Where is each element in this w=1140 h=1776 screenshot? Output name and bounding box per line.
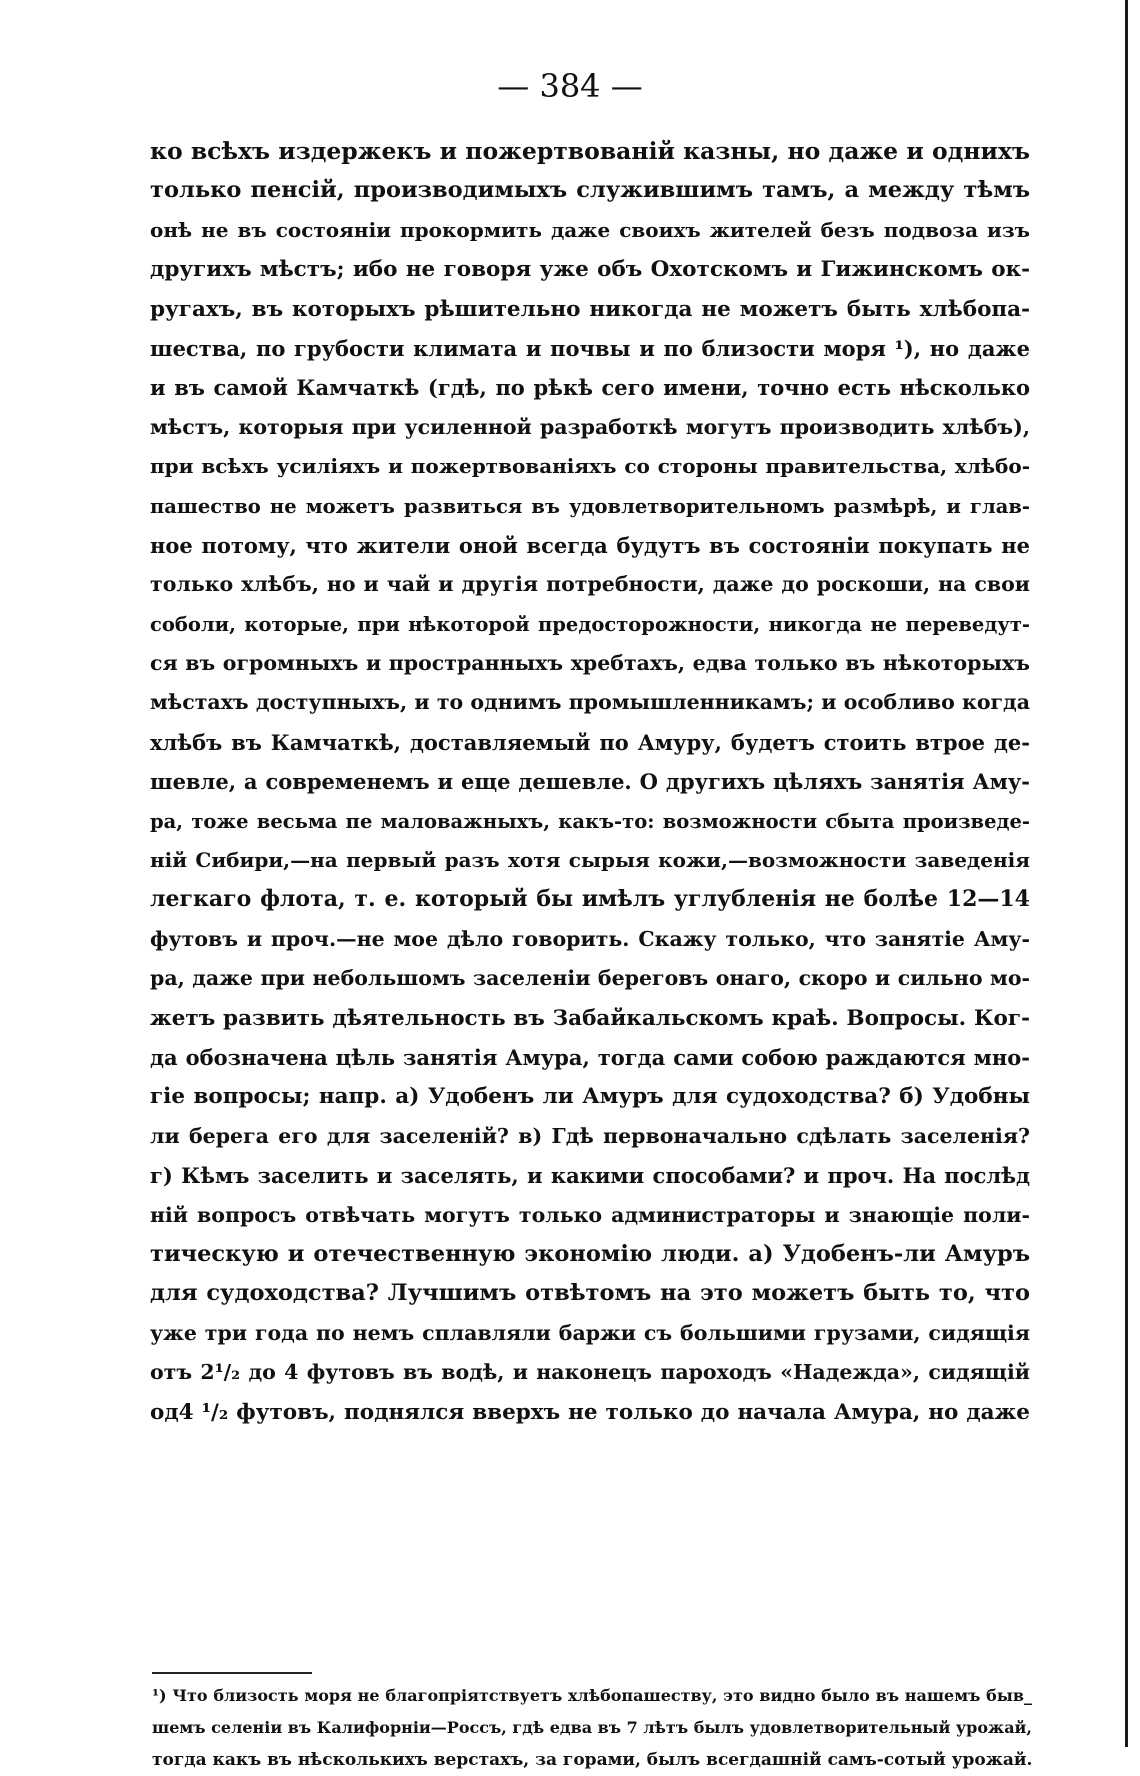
- footnote-line: тогда какъ въ нѣсколькихъ верстахъ, за горами, былъ всегдашній самъ-сотый урожай.: [152, 1750, 1032, 1770]
- text-line: уже три года по немъ сплавляли баржи съ большими грузами, сидящія: [150, 1320, 1030, 1345]
- text-line: ругахъ, въ которыхъ рѣшительно никогда не можетъ быть хлѣбопа-: [150, 296, 1030, 322]
- text-line: од4 ¹/₂ футовъ, поднялся вверхъ не только до начала Амура, но даже: [150, 1399, 1030, 1425]
- text-line: шества, по грубости климата и почвы и по близости моря ¹), но даже: [150, 335, 1030, 361]
- text-line: ное потому, что жители оной всегда будутъ въ состояніи покупать не: [150, 532, 1030, 558]
- text-line: ра, тоже весьма пе маловажныхъ, какъ-то: возможности сбыта произведе-: [150, 809, 1030, 833]
- text-line: пашество не можетъ развиться въ удовлетворительномъ размѣрѣ, и глав-: [150, 494, 1030, 518]
- text-line: только пенсій, производимыхъ служившимъ тамъ, а между тѣмъ: [150, 177, 1030, 204]
- text-line: ній Сибири,—на первый разъ хотя сырыя кожи,—возможности заведенія: [150, 848, 1030, 873]
- text-line: да обозначена цѣль занятія Амура, тогда сами собою раждаются мно-: [150, 1044, 1030, 1070]
- page-number: — 384 —: [497, 67, 643, 105]
- text-line: для судоходства? Лучшимъ отвѣтомъ на это можетъ быть то, что: [150, 1280, 1030, 1307]
- text-line: соболи, которые, при нѣкоторой предосторожности, никогда не переведут-: [150, 612, 1030, 636]
- text-line: хлѣбъ въ Камчаткѣ, доставляемый по Амуру, будетъ стоить втрое де-: [150, 729, 1030, 755]
- text-line: ко всѣхъ издержекъ и пожертвованій казны, но даже и однихъ: [150, 137, 1030, 165]
- text-line: футовъ и проч.—не мое дѣло говорить. Скажу только, что занятіе Аму-: [150, 926, 1030, 951]
- footnotes: [152, 1680, 1032, 1776]
- text-line: мѣстъ, которыя при усиленной разработкѣ могутъ производить хлѣбъ),: [150, 414, 1030, 439]
- text-line: ній вопросъ отвѣчать могутъ только администраторы и знающіе поли-: [150, 1202, 1030, 1227]
- text-line: отъ 2¹/₂ до 4 футовъ въ водѣ, и наконецъ пароходъ «Надежда», сидящій: [150, 1360, 1030, 1385]
- text-line: г) Кѣмъ заселить и заселять, и какими способами? и проч. На послѣд: [150, 1163, 1030, 1189]
- page-edge-line: [1125, 0, 1128, 1747]
- text-line: онѣ не въ состояніи прокормить даже своихъ жителей безъ подвоза изъ: [150, 217, 1030, 242]
- text-line: и въ самой Камчаткѣ (гдѣ, по рѣкѣ сего имени, точно есть нѣсколько: [150, 375, 1030, 401]
- text-line: жетъ развить дѣятельность въ Забайкальскомъ краѣ. Вопросы. Ког-: [150, 1005, 1030, 1031]
- text-line: мѣстахъ доступныхъ, и то однимъ промышленникамъ; и особливо когда: [150, 690, 1030, 715]
- footnote-line: шемъ селеніи въ Калифорніи—Россъ, гдѣ едва въ 7 лѣтъ былъ удовлетворительный урожай,: [152, 1718, 1032, 1737]
- text-line: ра, даже при небольшомъ заселеніи береговъ онаго, скоро и сильно мо-: [150, 966, 1030, 991]
- text-line: гіе вопросы; напр. а) Удобенъ ли Амуръ для судоходства? б) Удобны: [150, 1084, 1030, 1110]
- text-line: тическую и отечественную экономію люди. а) Удобенъ-ли Амуръ: [150, 1240, 1030, 1267]
- text-line: ли берега его для заселеній? в) Гдѣ первоначально сдѣлать заселенія?: [150, 1123, 1030, 1148]
- text-line: только хлѣбъ, но и чай и другія потребности, даже до роскоши, на свои: [150, 572, 1030, 597]
- text-line: другихъ мѣстъ; ибо не говоря уже объ Охотскомъ и Гижинскомъ ок-: [150, 257, 1030, 283]
- text-line: ся въ огромныхъ и пространныхъ хребтахъ, едва только въ нѣкоторыхъ: [150, 651, 1030, 676]
- text-line: шевле, а современемъ и еще дешевле. О другихъ цѣляхъ занятія Аму-: [150, 769, 1030, 795]
- text-line: легкаго флота, т. е. который бы имѣлъ углубленія не болѣе 12—14: [150, 886, 1030, 913]
- text-line: при всѣхъ усиліяхъ и пожертвованіяхъ со стороны правительства, хлѣбо-: [150, 454, 1030, 479]
- footnote-divider: [152, 1672, 312, 1674]
- main-text: [150, 132, 1030, 1432]
- footnote-line: ¹) Что близость моря не благопріятствуетъ хлѣбопашеству, это видно было въ нашемъ быв_: [152, 1686, 1032, 1705]
